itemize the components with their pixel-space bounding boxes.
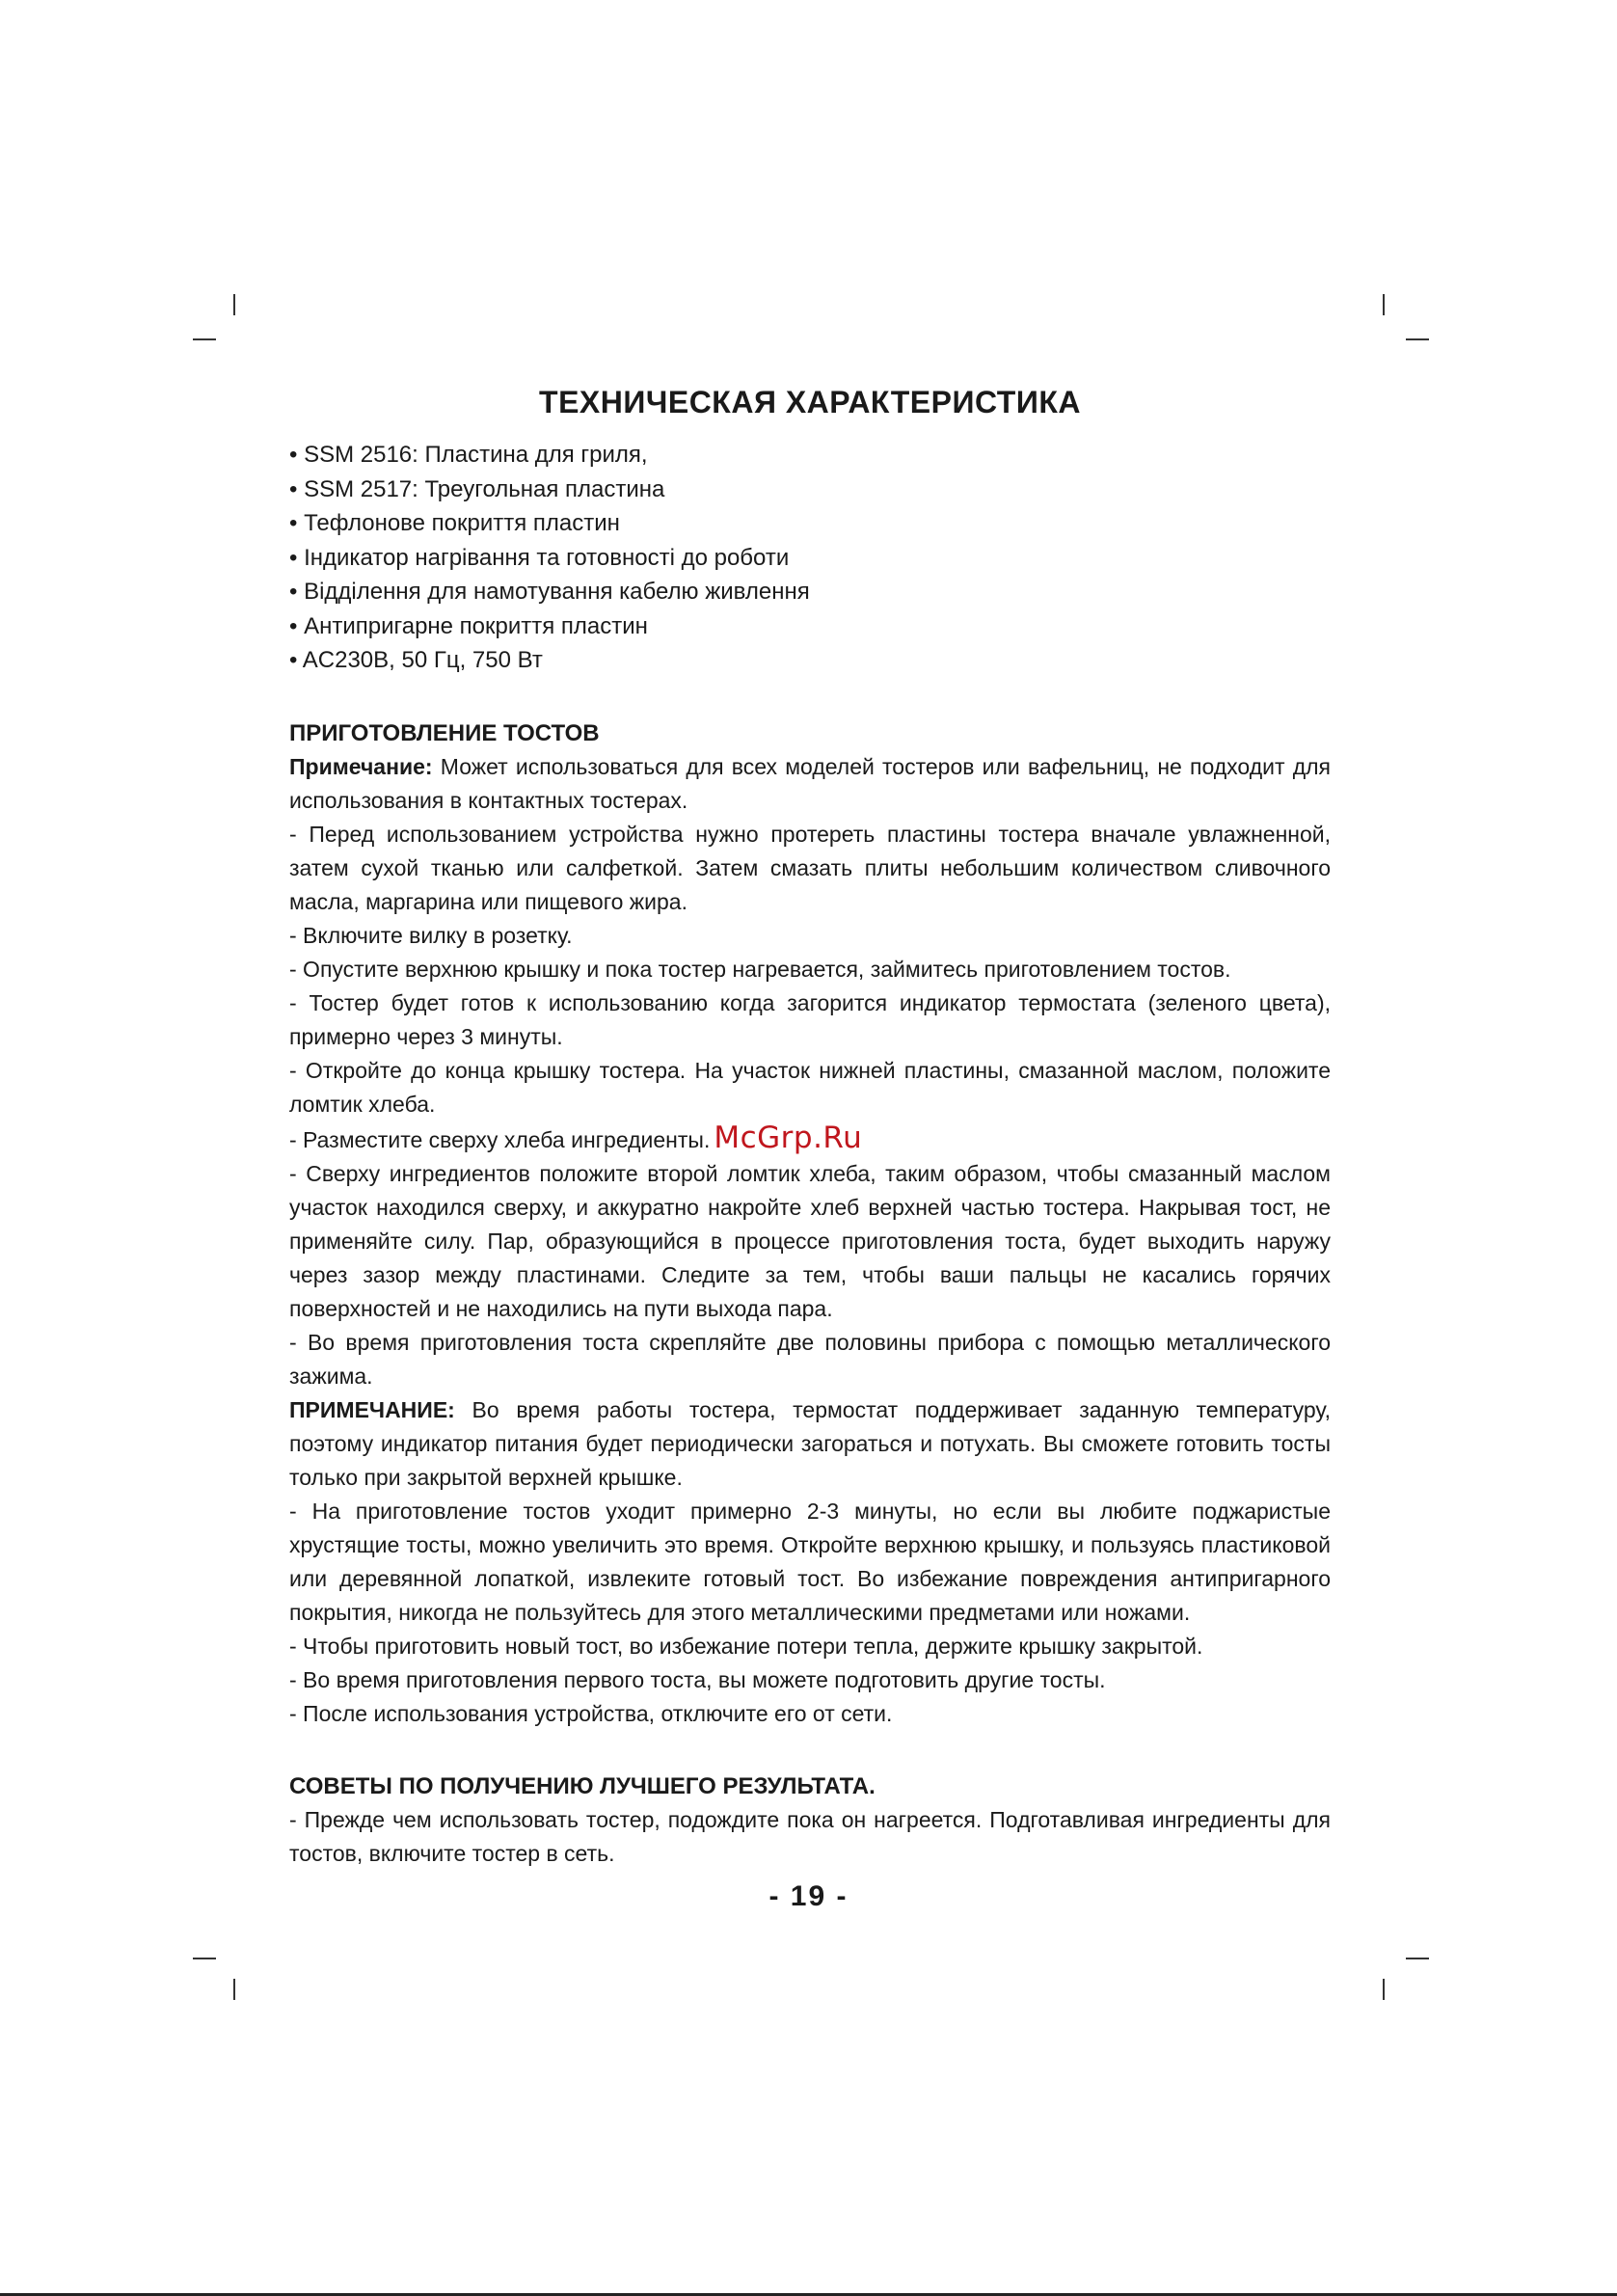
list-item: • SSM 2516: Пластина для гриля, — [289, 438, 1331, 473]
page-number: - 19 - — [768, 1880, 849, 1912]
crop-mark-bottom-left-vertical — [233, 1979, 235, 2000]
instruction-paragraph: - Чтобы приготовить новый тост, во избежание потери тепла, держите крышку закрытой. — [289, 1633, 1203, 1659]
list-item: • Індикатор нагрівання та готовності до роботи — [289, 541, 1331, 576]
crop-mark-bottom-right-vertical — [1383, 1979, 1385, 2000]
instruction-paragraph: - Сверху ингредиентов положите второй ломтик хлеба, таким образом, чтобы смазанный маслом участок находился сверху, и аккуратно накройте хлеб верхней частью тостера. Накрывая тост, не применяйте силу. Пар, образующийся в процессе приготовления тоста, будет выходить наружу через зазор между пластинами. Следите за тем, чтобы ваши пальцы не касались горячих поверхностей и не находились на пути выхода пара. — [289, 1160, 1331, 1321]
crop-mark-top-left-horizontal — [193, 338, 216, 340]
note2-label: ПРИМЕЧАНИЕ: — [289, 1396, 455, 1422]
list-item: • Тефлонове покриття пластин — [289, 506, 1331, 541]
instruction-paragraph: - После использования устройства, отключите его от сети. — [289, 1700, 893, 1726]
note2-text: Во время работы тостера, термостат поддерживает заданную температуру, поэтому индикатор питания будет периодически загораться и потухать. Вы сможете готовить тосты только при закрытой верхней крышке. — [289, 1396, 1331, 1490]
note-text: Может использоваться для всех моделей тостеров или вафельниц, не подходит для использования в контактных тостерах. — [289, 753, 1331, 813]
section-title-toast: ПРИГОТОВЛЕНИЕ ТОСТОВ — [289, 719, 600, 746]
crop-mark-bottom-right-horizontal — [1406, 1958, 1429, 1959]
watermark: McGrp.Ru — [714, 1120, 863, 1155]
list-item: • AC230В, 50 Гц, 750 Вт — [289, 643, 1331, 678]
note-label: Примечание: — [289, 753, 433, 779]
note2-paragraph — [289, 1393, 1331, 1495]
instruction-paragraph — [289, 1121, 1331, 1157]
specs-list — [289, 438, 1331, 678]
crop-mark-bottom-left-horizontal — [193, 1958, 216, 1959]
document-body — [289, 384, 1331, 1871]
instruction-paragraph: - Тостер будет готов к использованию когда загорится индикатор термостата (зеленого цвета), примерно через 3 минуты. — [289, 989, 1331, 1049]
list-item: • SSM 2517: Треугольная пластина — [289, 473, 1331, 507]
section-title-tips: СОВЕТЫ ПО ПОЛУЧЕНИЮ ЛУЧШЕГО РЕЗУЛЬТАТА. — [289, 1772, 876, 1799]
crop-mark-top-right-vertical — [1383, 294, 1385, 315]
list-item: • Антипригарне покриття пластин — [289, 609, 1331, 644]
list-item: • Відділення для намотування кабелю живлення — [289, 575, 1331, 609]
instruction-paragraph: - Включите вилку в розетку. — [289, 922, 573, 948]
crop-mark-top-left-vertical — [233, 294, 235, 315]
page-title: ТЕХНИЧЕСКАЯ ХАРАКТЕРИСТИКА — [539, 385, 1081, 419]
tips-paragraph: - Прежде чем использовать тостер, подождите пока он нагреется. Подготавливая ингредиенты для тостов, включите тостер в сеть. — [289, 1806, 1331, 1866]
crop-mark-top-right-horizontal — [1406, 338, 1429, 340]
note-paragraph — [289, 750, 1331, 818]
instruction-paragraph: - Во время приготовления тоста скрепляйте две половины прибора с помощью металлического зажима. — [289, 1329, 1331, 1389]
instruction-paragraph: - Перед использованием устройства нужно протереть пластины тостера вначале увлажненной, затем сухой тканью или салфеткой. Затем смазать плиты небольшим количеством сливочного масла, маргарина или пищевого жира. — [289, 821, 1331, 914]
instruction-paragraph: - Опустите верхнюю крышку и пока тостер нагревается, займитесь приготовлением тостов. — [289, 956, 1231, 982]
instruction-text: - Разместите сверху хлеба ингредиенты. — [289, 1126, 711, 1152]
instruction-paragraph: - На приготовление тостов уходит примерно 2-3 минуты, но если вы любите поджаристые хрустящие тосты, можно увеличить это время. Откройте верхнюю крышку, и пользуясь пластиковой или деревянной лопаткой, извлеките готовый тост. Во избежание повреждения антипригарного покрытия, никогда не пользуйтесь для этого металлическими предметами или ножами. — [289, 1498, 1331, 1625]
instruction-paragraph: - Во время приготовления первого тоста, вы можете подготовить другие тосты. — [289, 1666, 1106, 1692]
instruction-paragraph: - Откройте до конца крышку тостера. На участок нижней пластины, смазанной маслом, положите ломтик хлеба. — [289, 1057, 1331, 1117]
